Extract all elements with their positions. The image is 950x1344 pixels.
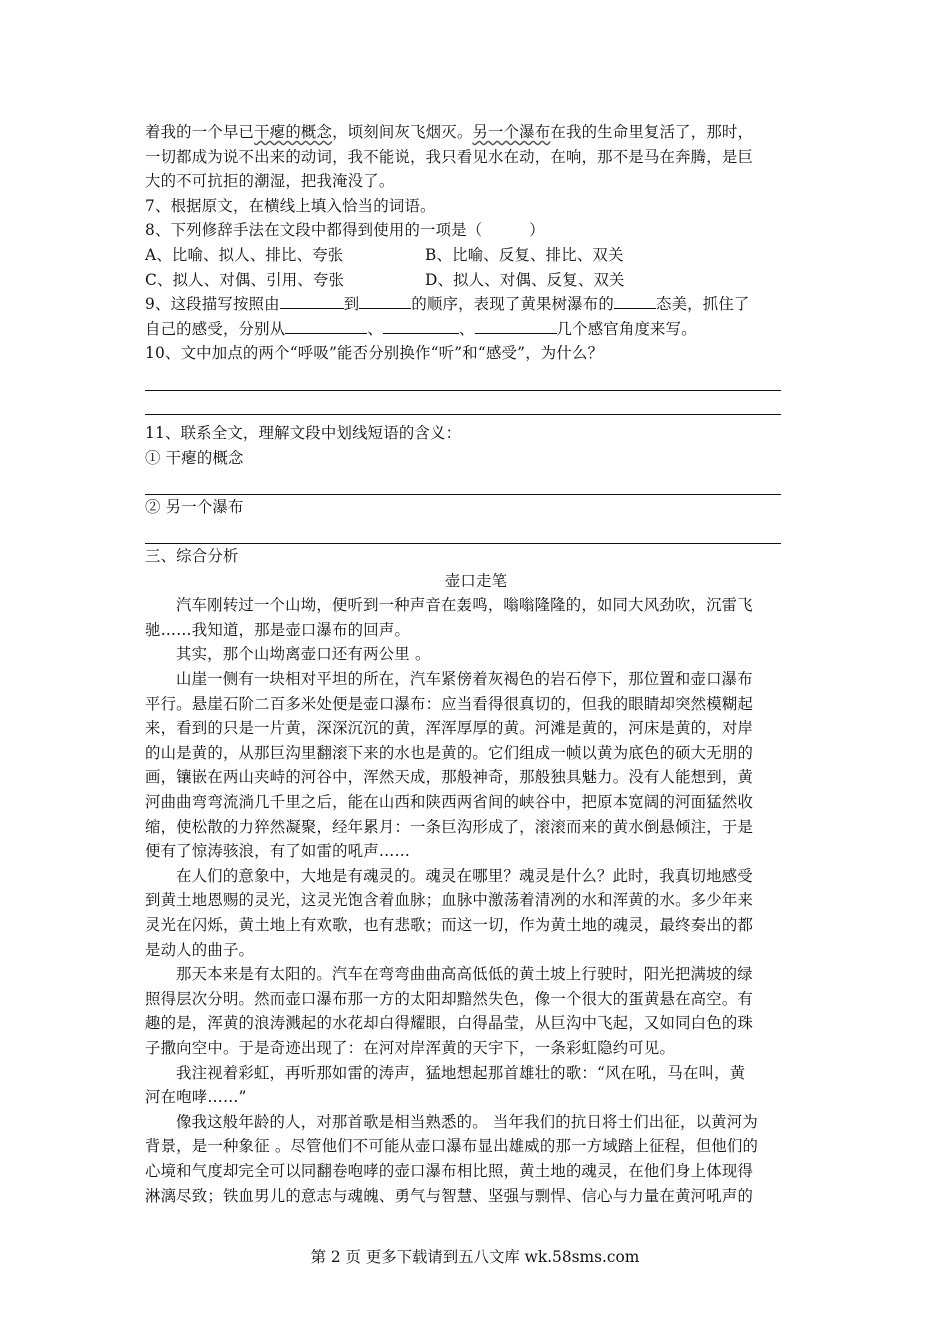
option-b: B、比喻、反复、排比、双关	[425, 245, 624, 264]
fill-blank[interactable]	[359, 292, 411, 309]
article-line: 灵光在闪烁，黄土地上有欢歌，也有悲歌；而这一切，作为黄土地的魂灵，最终奏出的都	[145, 916, 754, 934]
article-line: 背景，是一种象征 。尽管他们不可能从壶口瀑布显出雄威的那一方域踏上征程，但他们的	[145, 1137, 759, 1156]
fill-blank[interactable]	[285, 317, 367, 334]
question-9-line-2: 自己的感受，分别从 、 、 几个感官角度来写。	[145, 317, 807, 342]
question-10: 10、文中加点的两个“呼吸”能否分别换作“听”和“感受”，为什么？	[145, 344, 604, 363]
article-line: 平行。悬崖石阶二百多米处便是壶口瀑布：应当看得很真切的，但我的眼睛却突然模糊起	[145, 694, 754, 713]
article-line: 在人们的意象中，大地是有魂灵的。魂灵在哪里？魂灵是什么？此时，我真切地感受	[176, 866, 753, 885]
answer-line[interactable]	[145, 366, 781, 391]
answer-line[interactable]	[145, 520, 781, 545]
article-line: 趣的是，浑黄的浪涛溅起的水花却白得耀眼，白得晶莹，从巨沟中飞起，又如同白色的珠	[145, 1014, 754, 1033]
fill-blank[interactable]	[614, 292, 656, 309]
article-line: 是动人的曲子。	[145, 940, 255, 959]
article-line: 我注视着彩虹，再听那如雷的涛声，猛地想起那首雄壮的歌：“风在吼，马在叫，黄	[176, 1063, 746, 1082]
fill-blank[interactable]	[475, 317, 557, 334]
answer-line[interactable]	[145, 391, 781, 416]
document-page	[145, 120, 807, 1208]
article-line: 淋漓尽致；铁血男儿的意志与魂魄、勇气与智慧、坚强与剽悍、信心与力量在黄河吼声的	[145, 1186, 754, 1205]
fill-blank[interactable]	[280, 292, 344, 309]
fill-blank[interactable]	[383, 317, 459, 334]
article-line: 其实，那个山坳离壶口还有两公里 。	[176, 645, 431, 664]
article-line: 像我这般年龄的人，对那首歌是相当熟悉的。 当年我们的抗日将士们出征，以黄河为	[176, 1112, 758, 1131]
question-8-options-row-1	[145, 243, 807, 268]
question-11-stem: 11、联系全文，理解文段中划线短语的含义：	[145, 424, 462, 443]
article-title: 壶口走笔	[444, 571, 508, 590]
article-line: 缩，使松散的力猝然凝聚，经年累月：一条巨沟形成了，滚滚而来的黄水倒悬倾注，于是	[145, 817, 754, 836]
section-heading: 三、综合分析	[145, 547, 239, 566]
article-line: 到黄土地恩赐的灵光，这灵光饱含着血脉；血脉中激荡着清冽的水和浑黄的水。多少年来	[145, 891, 754, 910]
article-line: 的山是黄的，从那巨沟里翻滚下来的水也是黄的。它们组成一帧以黄为底色的硕大无朋的	[145, 743, 754, 762]
question-8-stem: 8、下列修辞手法在文段中都得到使用的一项是（ ）	[145, 221, 545, 240]
article-line: 汽车刚转过一个山坳，便听到一种声音在轰鸣，嗡嗡隆隆的，如同大风劲吹，沉雷飞	[176, 596, 753, 615]
article-line: 画，镶嵌在两山夹峙的河谷中，浑然天成，那般神奇，那般独具魅力。没有人能想到，黄	[145, 768, 754, 787]
article-line: 山崖一侧有一块相对平坦的所在，汽车紧傍着灰褐色的岩石停下，那位置和壶口瀑布	[176, 670, 753, 689]
passage-line: 着我的一个早已干瘪的概念，顷刻间灰飞烟灭。另一个瀑布在我的生命里复活了，那时，	[145, 123, 754, 141]
underlined-phrase-2: 另一个瀑布	[472, 123, 551, 141]
passage-line: 大的不可抗拒的潮湿，把我淹没了。	[145, 172, 395, 191]
question-7: 7、根据原文，在横线上填入恰当的词语。	[145, 196, 436, 215]
question-11-item-1: ① 干瘪的概念	[145, 448, 244, 467]
article-line: 便有了惊涛骇浪，有了如雷的吼声……	[145, 842, 411, 861]
question-9-line-1: 9、这段描写按照由 到 的顺序，表现了黄果树瀑布的 态美，抓住了	[145, 292, 807, 317]
article-line: 河曲曲弯弯流淌几千里之后，能在山西和陕西两省间的峡谷中，把原本宽阔的河面猛然收	[145, 793, 754, 812]
article-line: 驰……我知道，那是壶口瀑布的回声。	[145, 620, 411, 639]
article-line: 子撒向空中。于是奇迹出现了：在河对岸浑黄的天宇下，一条彩虹隐约可见。	[145, 1038, 676, 1057]
option-d: D、拟人、对偶、反复、双关	[425, 270, 625, 289]
question-8-options-row-2	[145, 268, 807, 293]
article-line: 心境和气度却完全可以同翻卷咆哮的壶口瀑布相比照，黄土地的魂灵，在他们身上体现得	[145, 1161, 754, 1180]
article-line: 来，看到的只是一片黄，深深沉沉的黄，浑浑厚厚的黄。河滩是黄的，河床是黄的，对岸	[145, 719, 754, 738]
question-11-item-2: ② 另一个瀑布	[145, 497, 244, 516]
answer-line[interactable]	[145, 470, 781, 495]
option-c: C、拟人、对偶、引用、夸张	[145, 270, 345, 289]
option-a: A、比喻、拟人、排比、夸张	[145, 245, 344, 264]
article-line: 河在咆哮……”	[145, 1088, 247, 1107]
underlined-phrase-1: 干瘪的概念	[254, 123, 333, 141]
article-line: 那天本来是有太阳的。汽车在弯弯曲曲高高低低的黄土坡上行驶时，阳光把满坡的绿	[176, 965, 753, 984]
passage-line: 一切都成为说不出来的动词，我不能说，我只看见水在动，在响，那不是马在奔腾，是巨	[145, 147, 754, 166]
page-footer: 第 2 页 更多下载请到五八文库 wk.58sms.com	[310, 1248, 640, 1266]
article-line: 照得层次分明。然而壶口瀑布那一方的太阳却黯然失色，像一个很大的蛋黄悬在高空。有	[145, 989, 754, 1008]
